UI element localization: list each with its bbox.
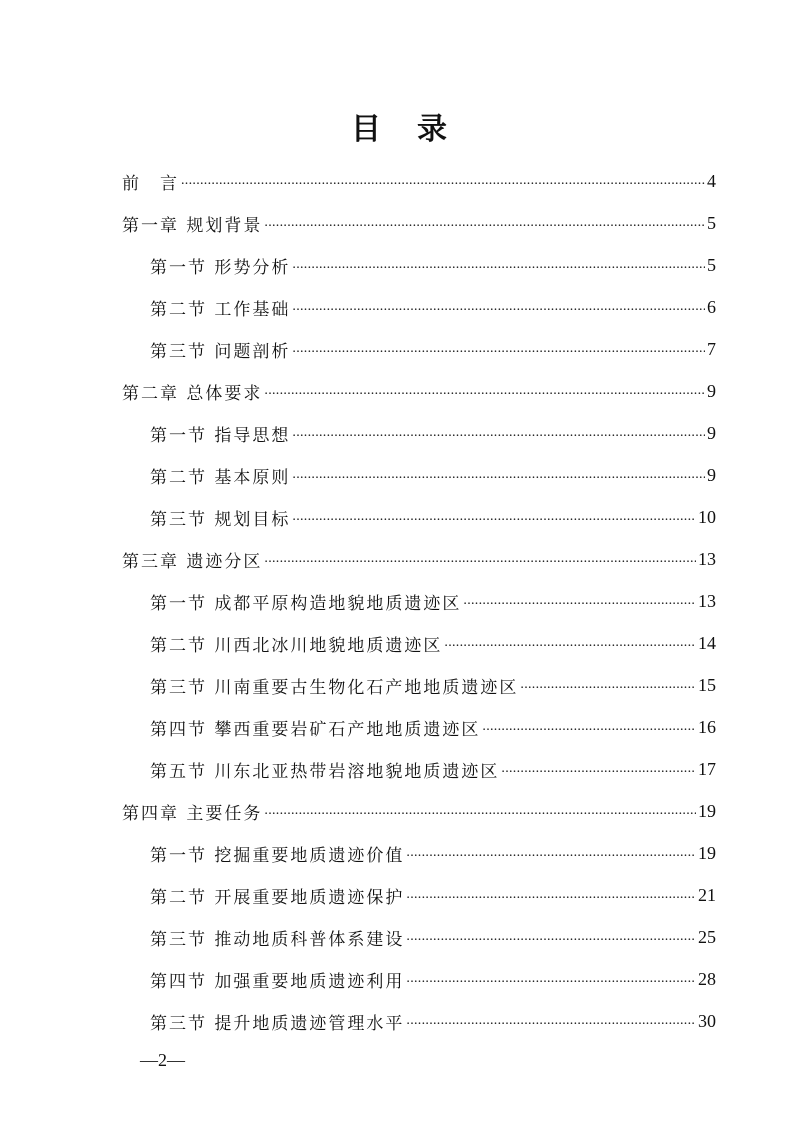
- toc-entry-number: 第二节: [150, 467, 207, 488]
- dot-leader: [463, 591, 696, 611]
- toc-entry-chapter[interactable]: [122, 538, 716, 580]
- toc-entry-label: [150, 841, 404, 866]
- toc-entry-label: [150, 925, 404, 950]
- toc-entry-title: 提升地质遗迹管理水平: [214, 1013, 405, 1034]
- toc-entry-section[interactable]: [122, 664, 716, 706]
- toc-entry-label: [122, 547, 262, 572]
- toc-entry-number: 第五节: [150, 761, 207, 782]
- toc-entry-number: 第四节: [150, 719, 207, 740]
- toc-entry-label: [122, 169, 179, 194]
- page-title: [0, 104, 800, 148]
- toc-entry-label: [150, 673, 518, 698]
- toc-entry-title: 加强重要地质遗迹利用: [214, 971, 405, 992]
- toc-entry-label: [122, 379, 262, 404]
- toc-entry-number: 第二章: [122, 383, 179, 404]
- toc-entry-label: [150, 295, 290, 320]
- toc-entry-page: 17: [698, 758, 716, 779]
- dot-leader: [444, 633, 696, 653]
- toc-entry-section[interactable]: [122, 580, 716, 622]
- toc-entry-number: 第二节: [150, 299, 207, 320]
- toc-entry-number: 第一节: [150, 425, 207, 446]
- toc-entry-label: [150, 883, 404, 908]
- toc-entry-page: 28: [698, 968, 716, 989]
- toc-entry-number: 第三节: [150, 341, 207, 362]
- table-of-contents: [122, 160, 716, 1042]
- dot-leader: [501, 759, 696, 779]
- toc-entry-label: [150, 589, 461, 614]
- toc-entry-section[interactable]: [122, 622, 716, 664]
- toc-entry-number: 第一节: [150, 593, 207, 614]
- toc-entry-page: 10: [698, 506, 716, 527]
- toc-entry-section[interactable]: [122, 1000, 716, 1042]
- dot-leader: [264, 381, 705, 401]
- toc-entry-section[interactable]: [122, 832, 716, 874]
- title-char: 录: [417, 112, 449, 147]
- toc-entry-label: [150, 967, 404, 992]
- toc-entry-chapter[interactable]: [122, 202, 716, 244]
- toc-entry-title: 川东北亚热带岩溶地貌地质遗迹区: [214, 761, 500, 782]
- toc-entry-number: 第四节: [150, 971, 207, 992]
- toc-entry-label: [150, 715, 480, 740]
- toc-entry-number: 第三章: [122, 551, 179, 572]
- toc-entry-number: 第二节: [150, 887, 207, 908]
- toc-entry-page: 25: [698, 926, 716, 947]
- toc-entry-page: 9: [707, 464, 716, 485]
- toc-entry-label: [150, 757, 499, 782]
- dot-leader: [292, 507, 696, 527]
- toc-entry-section[interactable]: [122, 916, 716, 958]
- toc-entry-label: [150, 463, 290, 488]
- toc-entry-title: 攀西重要岩矿石产地地质遗迹区: [214, 719, 481, 740]
- toc-entry-title: 规划背景: [186, 215, 263, 236]
- toc-entry-title: 规划目标: [214, 509, 291, 530]
- toc-entry-number: 第三节: [150, 677, 207, 698]
- title-char: 目: [351, 112, 383, 147]
- toc-entry-page: 19: [698, 800, 716, 821]
- toc-entry-title: 成都平原构造地貌地质遗迹区: [214, 593, 462, 614]
- toc-entry-section[interactable]: [122, 454, 716, 496]
- toc-entry-number: 前 言: [122, 173, 179, 194]
- toc-entry-label: [150, 337, 290, 362]
- toc-entry-page: 7: [707, 338, 716, 359]
- toc-entry-section[interactable]: [122, 496, 716, 538]
- toc-entry-page: 14: [698, 632, 716, 653]
- toc-entry-page: 9: [707, 422, 716, 443]
- toc-entry-section[interactable]: [122, 748, 716, 790]
- toc-entry-page: 19: [698, 842, 716, 863]
- dot-leader: [406, 1011, 696, 1031]
- toc-entry-page: 9: [707, 380, 716, 401]
- toc-entry-number: 第四章: [122, 803, 179, 824]
- toc-entry-number: 第一章: [122, 215, 179, 236]
- toc-entry-title: 总体要求: [186, 383, 263, 404]
- dot-leader: [292, 465, 705, 485]
- toc-entry-title: 遗迹分区: [186, 551, 263, 572]
- toc-entry-title: 问题剖析: [214, 341, 291, 362]
- toc-entry-title: 形势分析: [214, 257, 291, 278]
- toc-entry-title: 挖掘重要地质遗迹价值: [214, 845, 405, 866]
- toc-entry-page: 13: [698, 590, 716, 611]
- toc-entry-label: [122, 211, 262, 236]
- toc-entry-title: 指导思想: [214, 425, 291, 446]
- toc-entry-title: 主要任务: [186, 803, 263, 824]
- dot-leader: [406, 843, 696, 863]
- toc-entry-page: 15: [698, 674, 716, 695]
- toc-entry-section[interactable]: [122, 328, 716, 370]
- dot-leader: [264, 801, 696, 821]
- dot-leader: [292, 255, 705, 275]
- toc-entry-label: [150, 631, 442, 656]
- toc-entry-page: 21: [698, 884, 716, 905]
- toc-entry-number: 第二节: [150, 635, 207, 656]
- toc-entry-title: 川西北冰川地貌地质遗迹区: [214, 635, 443, 656]
- toc-entry-page: 5: [707, 254, 716, 275]
- toc-entry-number: 第三节: [150, 1013, 207, 1034]
- toc-entry-title: 工作基础: [214, 299, 291, 320]
- dot-leader: [482, 717, 696, 737]
- toc-entry-title: 川南重要古生物化石产地地质遗迹区: [214, 677, 519, 698]
- dot-leader: [406, 969, 696, 989]
- toc-entry-page: 13: [698, 548, 716, 569]
- dot-leader: [292, 297, 705, 317]
- toc-entry-section[interactable]: [122, 874, 716, 916]
- dot-leader: [292, 423, 705, 443]
- toc-entry-page: 5: [707, 212, 716, 233]
- toc-entry-section[interactable]: [122, 412, 716, 454]
- toc-entry-title: 基本原则: [214, 467, 291, 488]
- toc-entry-title: 推动地质科普体系建设: [214, 929, 405, 950]
- toc-entry-section[interactable]: [122, 286, 716, 328]
- toc-entry-number: 第三节: [150, 509, 207, 530]
- toc-entry-title: 开展重要地质遗迹保护: [214, 887, 405, 908]
- dot-leader: [406, 927, 696, 947]
- toc-entry-section[interactable]: [122, 706, 716, 748]
- toc-entry-number: 第一节: [150, 845, 207, 866]
- toc-entry-page: 4: [707, 170, 716, 191]
- toc-entry-page: 30: [698, 1010, 716, 1031]
- dot-leader: [181, 171, 705, 191]
- dot-leader: [406, 885, 696, 905]
- dot-leader: [520, 675, 696, 695]
- toc-entry-label: [150, 421, 290, 446]
- page-number: —2—: [140, 1050, 185, 1070]
- toc-entry-number: 第三节: [150, 929, 207, 950]
- toc-entry-chapter[interactable]: [122, 160, 716, 202]
- toc-entry-page: 6: [707, 296, 716, 317]
- toc-entry-label: [150, 1009, 404, 1034]
- toc-entry-label: [150, 253, 290, 278]
- toc-entry-label: [122, 799, 262, 824]
- toc-entry-section[interactable]: [122, 244, 716, 286]
- toc-entry-section[interactable]: [122, 958, 716, 1000]
- toc-entry-label: [150, 505, 290, 530]
- dot-leader: [264, 213, 705, 233]
- toc-entry-chapter[interactable]: [122, 370, 716, 412]
- toc-entry-number: 第一节: [150, 257, 207, 278]
- toc-entry-chapter[interactable]: [122, 790, 716, 832]
- dot-leader: [264, 549, 696, 569]
- dot-leader: [292, 339, 705, 359]
- toc-entry-page: 16: [698, 716, 716, 737]
